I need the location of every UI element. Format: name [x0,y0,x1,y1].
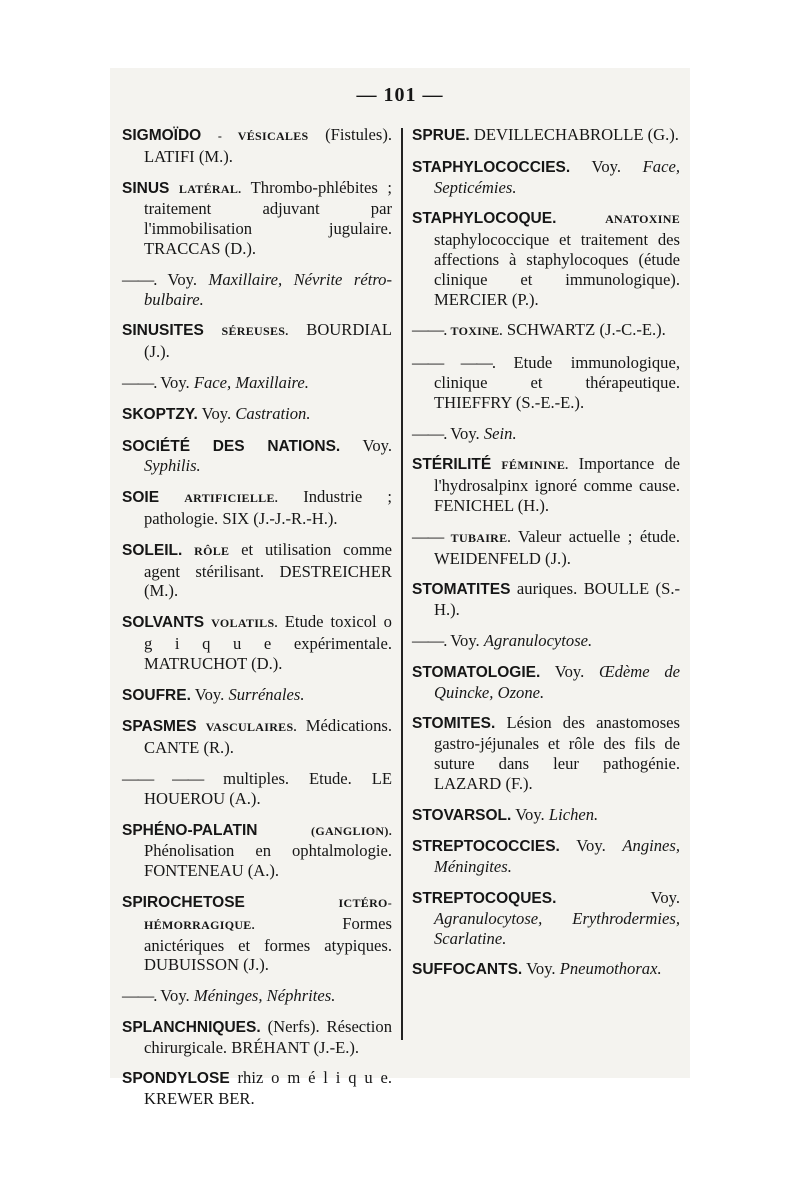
entry-text: DEVILLECHABROLLE (G.). [473,125,679,144]
entry-ditto-dash: ——. [122,372,157,392]
entry-reference: Méninges, Néphrites. [193,986,336,1006]
entry-headword: STOMATITES [412,581,511,599]
index-entry [122,892,392,975]
entry-headword: STOMATOLOGIE. [412,663,541,681]
entry-headword: SUFFOCANTS. [412,961,523,979]
entry-reference: Sein. [483,423,517,443]
entry-text: Etude toxicol o g i q u e expérimentale. MATRUCHOT (D.). [144,612,392,673]
entry-headword: SOUFRE. [122,686,191,704]
index-entry [122,487,392,529]
entry-headword: SPONDYLOSE [122,1070,230,1088]
index-entry [412,579,680,620]
entry-reference: Surrénales. [228,684,305,704]
index-entry [412,353,680,412]
index-entry [122,612,392,673]
entry-subheading: ICTÉRO-HÉMORRAGIQUE. [144,895,392,932]
column-divider [401,128,403,1040]
index-entry [122,320,392,362]
index-entry [122,986,392,1006]
entry-text: Etude immunologique, clinique et thérapeutique. THIEFFRY (S.-E.-E.). [434,353,680,412]
index-entry [122,270,392,310]
entry-headword: SPASMES [122,718,197,736]
entry-text: multiples. Etude. LE HOUEROU (A.). [144,768,392,808]
index-entry [412,888,680,948]
index-entry [122,373,392,393]
entry-text: Voy. [201,403,232,423]
entry-headword: STOVARSOL. [412,806,512,824]
entry-subheading: ANATOXINE [605,212,680,227]
page-number: — 101 — [356,84,444,106]
entry-text: Voy. [515,804,545,824]
entry-headword: SOLEIL. [122,541,183,559]
entry-text: Voy. [554,661,585,681]
entry-reference: Agranulocytose. [483,630,593,650]
entry-text: Voy. [576,836,606,856]
index-entry [412,208,680,309]
entry-text: rhiz o m é l i q u e. KREWER BER. [144,1068,392,1109]
entry-reference: Syphilis. [144,456,201,476]
index-entry [122,820,392,881]
entry-subheading: VOLATILS. [211,616,278,631]
entry-headword: STAPHYLOCOQUE. [412,210,557,228]
entry-headword: SINUS [122,179,170,197]
entry-reference: Face, Septicémies. [434,156,680,197]
index-entry [122,404,392,425]
entry-ditto-dash: —— ——. [412,353,496,373]
entry-subheading: TOXINE. [450,324,503,339]
index-entry [122,178,392,259]
entry-text: Voy. [167,269,198,289]
entry-text: Valeur actuelle ; étude. WEIDENFELD (J.). [434,526,680,568]
entry-text: Voy. [591,156,622,176]
entry-text: (Fistules). LATIFI (M.). [144,125,392,166]
entry-text: staphylococcique et traitement des affections à staphylocoques (étude clinique et immunologique). MERCIER (P.). [434,230,680,309]
entry-reference: Lichen. [548,804,599,824]
entry-headword: SPRUE. [412,127,470,144]
index-entry [412,157,680,198]
entry-headword: STREPTOCOCCIES. [412,838,560,856]
entry-headword: STOMITES. [412,715,496,733]
index-entry [122,436,392,477]
entry-text: et utilisation comme agent stérilisant. DESTREICHER (M.). [144,539,392,601]
entry-text: Médications. CANTE (R.). [144,716,392,758]
entry-text: auriques. BOULLE (S.-H.). [434,579,680,620]
entry-subheading: SÉREUSES. [221,324,289,339]
index-entry [122,125,392,167]
entry-text: Lésion des anastomoses gastro-jéjunales et rôle des fils de suture dans leur pathogénie. LAZARD (F.). [434,713,680,793]
entry-ditto-dash: ——. [122,269,157,289]
left-column [122,125,392,1120]
entry-reference: Face, Maxillaire. [193,372,309,392]
entry-text: Voy. [450,423,480,443]
entry-text: Formes anictériques et formes atypiques. DUBUISSON (J.). [144,913,392,975]
entry-ditto-dash: ——. [412,630,447,650]
index-entry [412,454,680,515]
entry-text: Industrie ; pathologie. SIX (J.-J.-R.-H.). [144,487,392,528]
entry-text: Voy. [160,986,190,1006]
index-entry [122,769,392,809]
index-entry [412,631,680,651]
entry-ditto-dash: ——. [412,320,447,340]
entry-text: Voy. [362,435,392,455]
index-entry [412,424,680,444]
entry-headword: SPIROCHETOSE [122,893,245,911]
entry-headword: STAPHYLOCOCCIES. [412,158,571,176]
index-entry [412,959,680,980]
entry-text: Voy. [650,887,680,907]
entry-subheading: VASCULAIRES. [205,720,297,735]
entry-headword: SOLVANTS [122,614,205,632]
entry-text: Importance de l'hydrosalpinx ignoré comme cause. FENICHEL (H.). [434,454,681,515]
entry-text: Voy. [450,630,480,650]
index-entry [412,836,680,877]
index-entry [412,125,680,146]
entry-reference: Angines, Méningites. [434,836,680,877]
entry-reference: Agranulocytose, Erythrodermies, Scarlatine. [434,908,680,948]
entry-subheading: - VÉSICALES [217,129,309,143]
entry-ditto-dash: ——. [412,423,447,443]
entry-reference: Maxillaire, Névrite rétro-bulbaire. [144,269,392,309]
entry-headword: SPLANCHNIQUES. [122,1018,261,1036]
entry-headword: SPHÉNO-PALATIN [122,821,258,839]
entry-reference: Castration. [235,403,311,423]
index-entry [412,527,680,569]
entry-headword: SIGMOÏDO [122,127,202,144]
entry-subheading: (GANGLION). [311,823,392,838]
index-entry [122,540,392,601]
entry-text: SCHWARTZ (J.-C.-E.). [506,320,666,340]
index-entry [122,716,392,758]
entry-subheading: RÔLE [194,543,230,558]
entry-subheading: FÉMININE. [501,458,569,473]
entry-text: Voy. [194,684,225,704]
entry-headword: SOCIÉTÉ DES NATIONS. [122,437,341,455]
entry-text: (Nerfs). Résection chirurgicale. BRÉHANT (J.-E.). [144,1016,392,1057]
entry-text: BOURDIAL (J.). [144,320,392,362]
index-entry [122,1068,392,1109]
entry-headword: SKOPTZY. [122,405,198,423]
index-entry [412,320,680,342]
entry-subheading: LATÉRAL. [178,181,242,196]
entry-reference: Pneumothorax. [559,959,662,979]
entry-text: Phénolisation en ophtalmologie. FONTENEAU (A.). [144,841,392,881]
entry-text: Voy. [160,372,190,392]
index-entry [412,805,680,826]
entry-subheading: TUBAIRE. [450,530,511,545]
entry-headword: STÉRILITÉ [412,456,492,474]
entry-headword: SOIE [122,489,160,507]
index-entry [412,713,680,793]
entry-subheading: ARTIFICIELLE. [184,491,279,506]
entry-ditto-dash: —— [412,526,444,546]
entry-ditto-dash: ——. [122,986,157,1006]
index-entry [412,662,680,703]
entry-ditto-dash: —— —— [122,768,204,788]
entry-reference: Œdème de Quincke, Ozone. [434,661,680,702]
entry-headword: SINUSITES [122,322,204,340]
index-entry [122,685,392,706]
entry-headword: STREPTOCOQUES. [412,889,557,907]
entry-text: Voy. [526,959,556,979]
index-entry [122,1017,392,1058]
entry-text: Thrombo-phlébites ; traitement adjuvant par l'immobilisation jugulaire. TRACCAS (D.). [144,177,392,258]
right-column [412,125,680,991]
